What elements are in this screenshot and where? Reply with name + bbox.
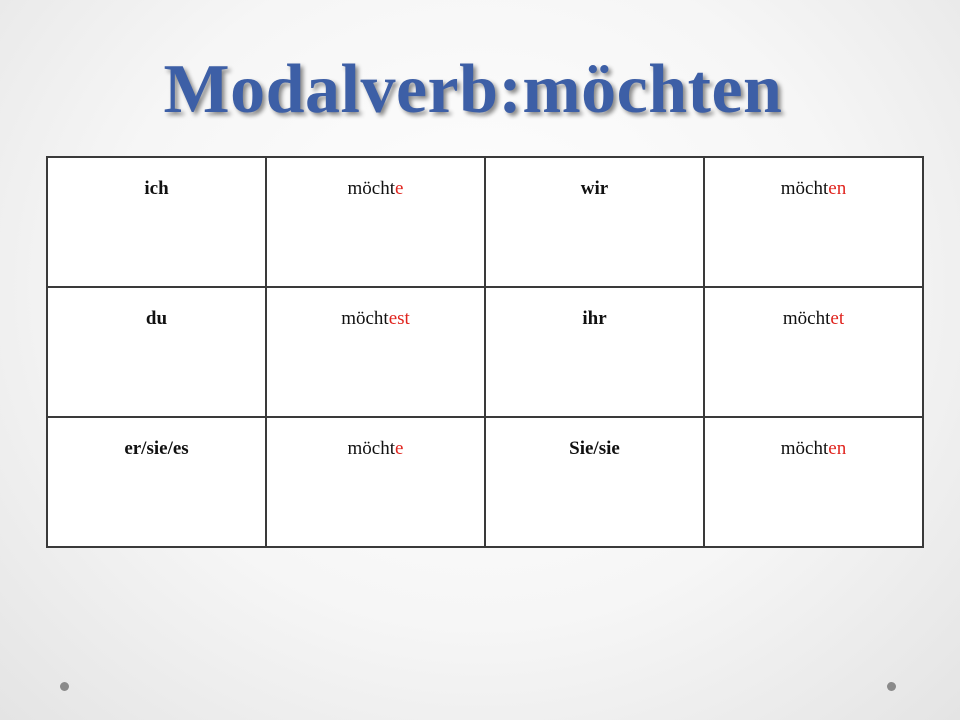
verb-form-ich <box>267 158 484 200</box>
verb-ending: en <box>828 438 847 459</box>
verb-form-sie-formal <box>705 418 922 460</box>
verb-stem: möcht <box>780 438 829 459</box>
verb-stem: möcht <box>341 308 389 329</box>
verb-ending: en <box>828 178 847 199</box>
pronoun-wir: wir <box>580 178 609 199</box>
verb-form-er-sie-es <box>267 418 484 460</box>
decorative-dot-right <box>887 682 896 691</box>
verb-form-du <box>267 288 484 330</box>
verb-stem: möcht <box>780 178 829 199</box>
verb-ending: e <box>395 438 404 459</box>
verb-cell <box>704 157 923 287</box>
table-row <box>47 417 923 547</box>
verb-ending: et <box>830 308 845 329</box>
pronoun-cell <box>485 287 704 417</box>
verb-cell <box>266 157 485 287</box>
pronoun-cell <box>47 417 266 547</box>
table-row <box>47 157 923 287</box>
verb-ending: est <box>388 308 410 329</box>
pronoun-cell <box>485 157 704 287</box>
verb-stem: möcht <box>347 178 396 199</box>
conjugation-table <box>46 156 924 548</box>
pronoun-cell <box>47 287 266 417</box>
verb-cell <box>266 417 485 547</box>
pronoun-er-sie-es: er/sie/es <box>124 438 189 459</box>
decorative-dot-left <box>60 682 69 691</box>
table-row <box>47 287 923 417</box>
verb-ending: e <box>395 178 404 199</box>
verb-stem: möcht <box>347 438 396 459</box>
slide-title: Modalverb:möchten <box>163 51 783 128</box>
pronoun-sie-formal: Sie/sie <box>569 438 620 459</box>
verb-cell <box>704 287 923 417</box>
verb-stem: möcht <box>782 308 831 329</box>
pronoun-cell <box>47 157 266 287</box>
verb-form-wir <box>705 158 922 200</box>
pronoun-cell <box>485 417 704 547</box>
verb-form-ihr <box>705 288 922 330</box>
pronoun-ihr: ihr <box>582 308 607 329</box>
verb-cell <box>266 287 485 417</box>
pronoun-ich: ich <box>144 178 169 199</box>
verb-cell <box>704 417 923 547</box>
pronoun-du: du <box>145 308 168 329</box>
